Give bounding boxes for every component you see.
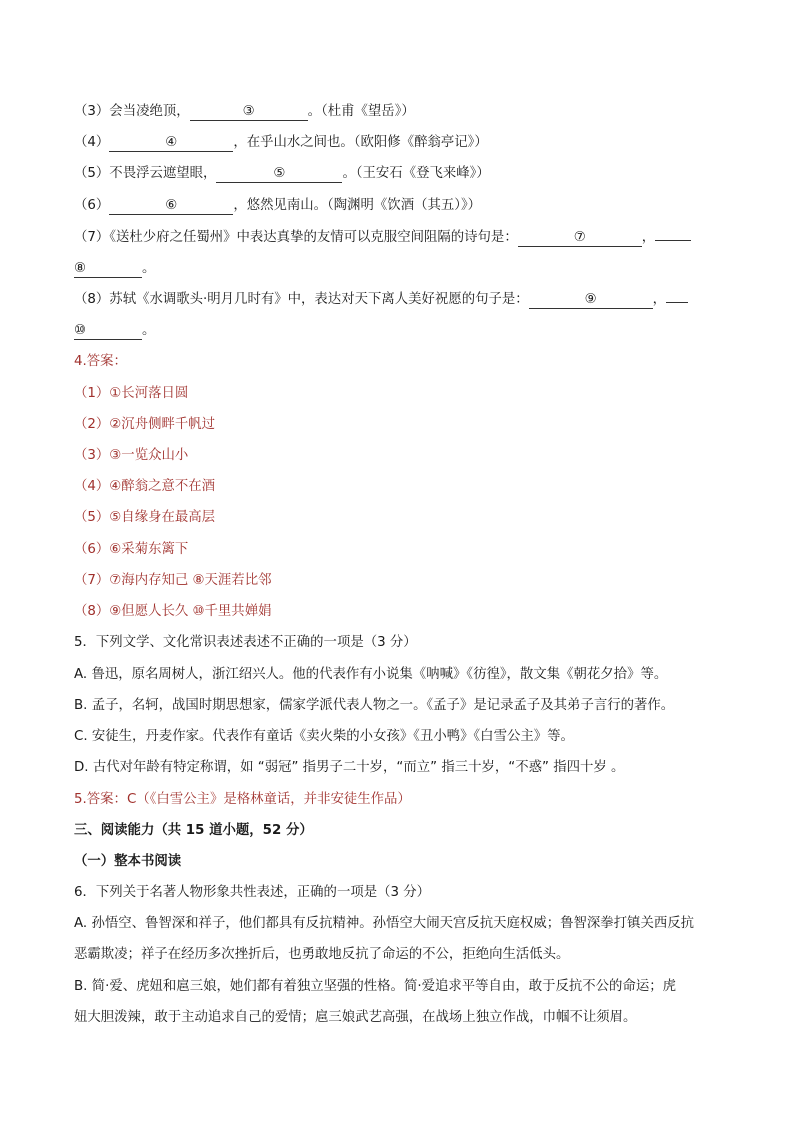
blank-8-start — [655, 240, 691, 241]
question-4-item-7: （7）《送杜少府之任蜀州》中表达真挚的友情可以克服空间阻隔的诗句是： ⑦ ， — [74, 228, 724, 248]
answer-5: 5.答案：C（《白雪公主》是格林童话，并非安徒生作品） — [74, 792, 411, 807]
question-6-option-b-cont: 妞大胆泼辣，敢于主动追求自己的爱情；扈三娘武艺高强，在战场上独立作战，巾帼不让须眉。 — [74, 1010, 637, 1025]
question-4-item-8: （8）苏轼《水调歌头·明月几时有》中，表达对天下离人美好祝愿的句子是： ⑨ ， — [74, 290, 724, 310]
question-5-option-b: B. 孟子，名轲，战国时期思想家，儒家学派代表人物之一。《孟子》是记录孟子及其弟子言行的著作。 — [74, 698, 675, 713]
question-4-item-5: （5）不畏浮云遮望眼， ⑤ 。（王安石《登飞来峰》） — [74, 166, 490, 181]
question-4-item-7-cont: ⑧ 。 — [74, 261, 156, 276]
answer-4-item-6: （6）⑥采菊东篱下 — [74, 542, 189, 557]
answer-4-item-4: （4）④醉翁之意不在酒 — [74, 479, 216, 494]
question-5-option-a: A. 鲁迅，原名周树人，浙江绍兴人。他的代表作有小说集《呐喊》《彷徨》，散文集《朝花夕拾》等。 — [74, 667, 668, 682]
answer-4-item-3: （3）③一览众山小 — [74, 448, 189, 463]
blank-6: ⑥ — [109, 197, 233, 215]
answer-4-item-2: （2）②沉舟侧畔千帆过 — [74, 417, 216, 432]
answer-4-item-1: （1）①长河落日圆 — [74, 386, 189, 401]
answer-4-item-5: （5）⑤自缘身在最高层 — [74, 510, 216, 525]
question-6-option-b: B. 简·爱、虎妞和扈三娘，她们都有着独立坚强的性格。简·爱追求平等自由，敢于反抗不公的命运；虎 — [74, 979, 677, 994]
blank-5: ⑤ — [216, 165, 342, 183]
answer-4-title: 4.答案： — [74, 354, 127, 369]
question-6-option-a: A. 孙悟空、鲁智深和祥子，他们都具有反抗精神。孙悟空大闹天宫反抗天庭权威；鲁智深拳打镇关西反抗 — [74, 916, 695, 931]
question-4-item-3: （3）会当凌绝顶， ③ 。（杜甫《望岳》） — [74, 104, 415, 119]
section-3-title: 三、阅读能力（共 15 道小题，52 分） — [74, 823, 313, 838]
blank-4: ④ — [109, 134, 233, 152]
blank-7: ⑦ — [518, 229, 642, 247]
blank-8: ⑧ — [74, 260, 142, 278]
answer-4-item-7: （7）⑦海内存知己 ⑧天涯若比邻 — [74, 573, 272, 588]
question-6-option-a-cont: 恶霸欺凌；祥子在经历多次挫折后，也勇敢地反抗了命运的不公，拒绝向生活低头。 — [74, 947, 570, 962]
answer-4-item-8: （8）⑨但愿人长久 ⑩千里共婵娟 — [74, 604, 272, 619]
question-5-stem: 5．下列文学、文化常识表述表述不正确的一项是（3 分） — [74, 635, 417, 650]
question-4-item-4: （4） ④ ，在乎山水之间也。（欧阳修《醉翁亭记》） — [74, 135, 488, 150]
question-4-item-8-cont: ⑩ 。 — [74, 323, 156, 338]
question-5-option-c: C. 安徒生，丹麦作家。代表作有童话《卖火柴的小女孩》《丑小鸭》《白雪公主》等。 — [74, 729, 574, 744]
blank-9: ⑨ — [529, 291, 653, 309]
blank-3: ③ — [190, 103, 308, 121]
blank-10: ⑩ — [74, 322, 142, 340]
section-3-subtitle: （一）整本书阅读 — [74, 854, 182, 869]
question-5-option-d: D. 古代对年龄有特定称谓，如 “弱冠” 指男子二十岁，“而立” 指三十岁，“不惑” 指四十岁 。 — [74, 760, 625, 775]
blank-10-start — [666, 302, 688, 303]
question-6-stem: 6．下列关于名著人物形象共性表述，正确的一项是（3 分） — [74, 885, 431, 900]
question-4-item-6: （6） ⑥ ，悠然见南山。（陶渊明《饮酒（其五）》） — [74, 198, 482, 213]
